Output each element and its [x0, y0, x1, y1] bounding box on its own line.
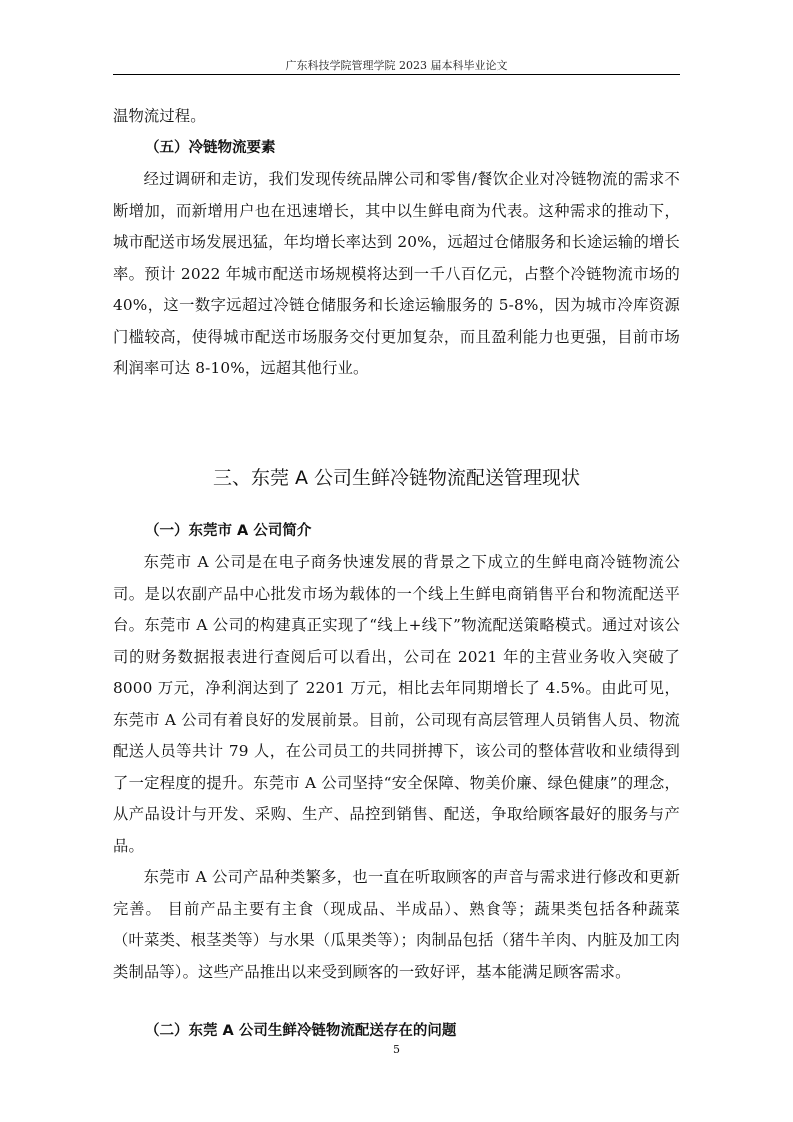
- spacer: [113, 494, 680, 516]
- continuation-text: 温物流过程。: [113, 107, 206, 125]
- page-number: 5: [393, 1043, 400, 1056]
- section-heading-problems: （二）东莞 A 公司生鲜冷链物流配送存在的问题: [145, 1023, 457, 1039]
- spacer: [113, 988, 680, 1016]
- spacer: [113, 385, 680, 463]
- page-body: [113, 101, 680, 1048]
- header-rule: [113, 74, 680, 75]
- running-header: 广东科技学院管理学院 2023 届本科毕业论文: [285, 59, 508, 72]
- section-heading-cold-chain-elements: （五）冷链物流要素: [145, 139, 276, 156]
- paragraph-cold-chain-elements: 经过调研和走访，我们发现传统品牌公司和零售/餐饮企业对冷链物流的需求不断增加，而新增用户也在迅速增长，其中以生鲜电商为代表。这种需求的推动下，城市配送市场发展迅猛，年均增长率达到 20%，远超过仓储服务和长途运输的增长率。预计 2022 年城市配送市场规模将达到一千八百亿元，占整个冷链物流市场的 40%，这一数字远超过冷链仓储服务和长途运输服务的 5-8%，因为城市冷库资源门槛较高，使得城市配送市场服务交付更加复杂，而且盈利能力也更强，目前市场利润率可达 8-10%，远超其他行业。: [113, 170, 680, 377]
- paragraph-company-intro: 东莞市 A 公司是在电子商务快速发展的背景之下成立的生鲜电商冷链物流公司。是以农副产品中心批发市场为载体的一个线上生鲜电商销售平台和物流配送平台。东莞市 A 公司的构建真正实现了“线上+线下”物流配送策略模式。通过对该公司的财务数据报表进行查阅后可以看出，公司在 2021 年的主营业务收入突破了 8000 万元，净利润达到了 2201 万元，相比去年同期增长了 4.5%。由此可见，东莞市 A 公司有着良好的发展前景。目前，公司现有高层管理人员销售人员、物流配送人员等共计 79 人，在公司员工的共同拼搏下，该公司的整体营收和业绩得到了一定程度的提升。东莞市 A 公司坚持“安全保障、物美价廉、绿色健康”的理念，从产品设计与开发、采购、生产、品控到销售、配送，争取给顾客最好的服务与产品。: [113, 553, 680, 855]
- section-heading-company-intro: （一）东莞市 A 公司简介: [145, 522, 312, 539]
- chapter-title: 三、东莞 A 公司生鲜冷链物流配送管理现状: [212, 466, 581, 489]
- paragraph-product-range: 东莞市 A 公司产品种类繁多，也一直在听取顾客的声音与需求进行修改和更新完善。 目前产品主要有主食（现成品、半成品）、熟食等；蔬果类包括各种蔬菜（叶菜类、根茎类等）与水果（瓜果类等）；肉制品包括（猪牛羊肉、内脏及加工肉类制品等）。这些产品推出以来受到顾客的一致好评，基本能满足顾客需求。: [113, 868, 680, 981]
